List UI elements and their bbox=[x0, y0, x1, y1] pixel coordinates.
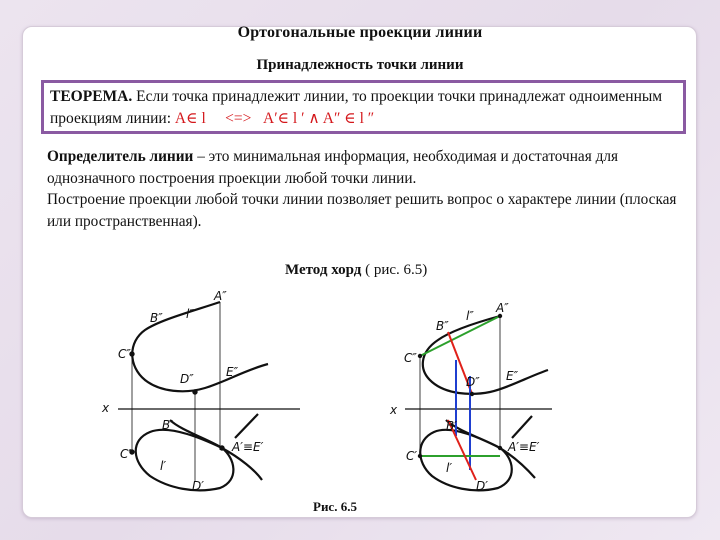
method-title: Метод хорд bbox=[285, 262, 362, 278]
right-label-AE1: A′≡E′ bbox=[508, 440, 540, 454]
left-label-C1: C′ bbox=[120, 447, 132, 461]
right-label-B2: B″ bbox=[436, 319, 449, 333]
left-label-A2: A″ bbox=[214, 289, 227, 303]
theorem-prefix: ТЕОРЕМА. bbox=[50, 88, 133, 105]
left-label-C2: C″ bbox=[118, 347, 131, 361]
slide-subtitle: Принадлежность точки линии bbox=[256, 57, 464, 73]
right-label-B1: B′ bbox=[446, 419, 457, 433]
theorem-formula-left: A∈ l bbox=[174, 110, 206, 127]
right-label-D1: D′ bbox=[476, 479, 488, 493]
figure-caption: Рис. 6.5 bbox=[313, 499, 357, 514]
right-label-A2: A″ bbox=[496, 301, 509, 315]
left-label-E2: E″ bbox=[226, 365, 239, 379]
left-curve-horizontal-tail bbox=[235, 414, 258, 438]
right-curve-horizontal-tail bbox=[512, 416, 532, 438]
left-figure bbox=[118, 302, 300, 490]
left-label-x: x bbox=[102, 401, 110, 415]
right-label-C2: C″ bbox=[404, 351, 417, 365]
right-label-l1: l′ bbox=[446, 461, 453, 475]
right-figure bbox=[405, 316, 552, 490]
right-labels bbox=[389, 301, 540, 493]
method-ref: ( рис. 6.5) bbox=[361, 262, 428, 278]
left-point-A1 bbox=[220, 446, 224, 450]
right-label-x: x bbox=[390, 403, 398, 417]
theorem-text: Если точка принадлежит линии, то проекции точки принадлежат одноименным проекциям линии: bbox=[50, 88, 663, 127]
left-label-AE1: A′≡E′ bbox=[232, 440, 264, 454]
left-label-D2: D″ bbox=[180, 372, 194, 386]
right-point-C1 bbox=[418, 454, 422, 458]
left-label-B2: B″ bbox=[150, 311, 163, 325]
left-point-D2 bbox=[193, 390, 197, 394]
right-chord-green-frontal bbox=[420, 316, 500, 356]
left-label-l1: l′ bbox=[160, 459, 167, 473]
right-point-D2 bbox=[470, 392, 474, 396]
slide-title: Ортогональные проекции линии bbox=[237, 24, 483, 41]
right-point-C2 bbox=[418, 354, 422, 358]
left-label-B1: B′ bbox=[162, 418, 173, 432]
right-label-D2: D″ bbox=[466, 375, 480, 389]
theorem-equiv: <=> bbox=[225, 110, 252, 127]
right-label-l2: l″ bbox=[466, 309, 474, 323]
right-label-E2: E″ bbox=[506, 369, 519, 383]
theorem-formula-right: A′∈ l ′ ∧ A″ ∈ l ″ bbox=[263, 110, 375, 127]
definition-term: Определитель линии bbox=[47, 148, 194, 165]
right-label-C1: C′ bbox=[406, 449, 418, 463]
definition-text2: Построение проекции любой точки линии позволяет решить вопрос о характере линии (плоская или пространственная). bbox=[47, 191, 677, 230]
left-label-D1: D′ bbox=[192, 479, 204, 493]
definition-text1: – это минимальная информация, необходимая и достаточная для однозначного построения проекции любой точки линии. bbox=[47, 148, 619, 187]
right-point-A1 bbox=[498, 446, 502, 450]
left-label-l2: l″ bbox=[186, 307, 194, 321]
